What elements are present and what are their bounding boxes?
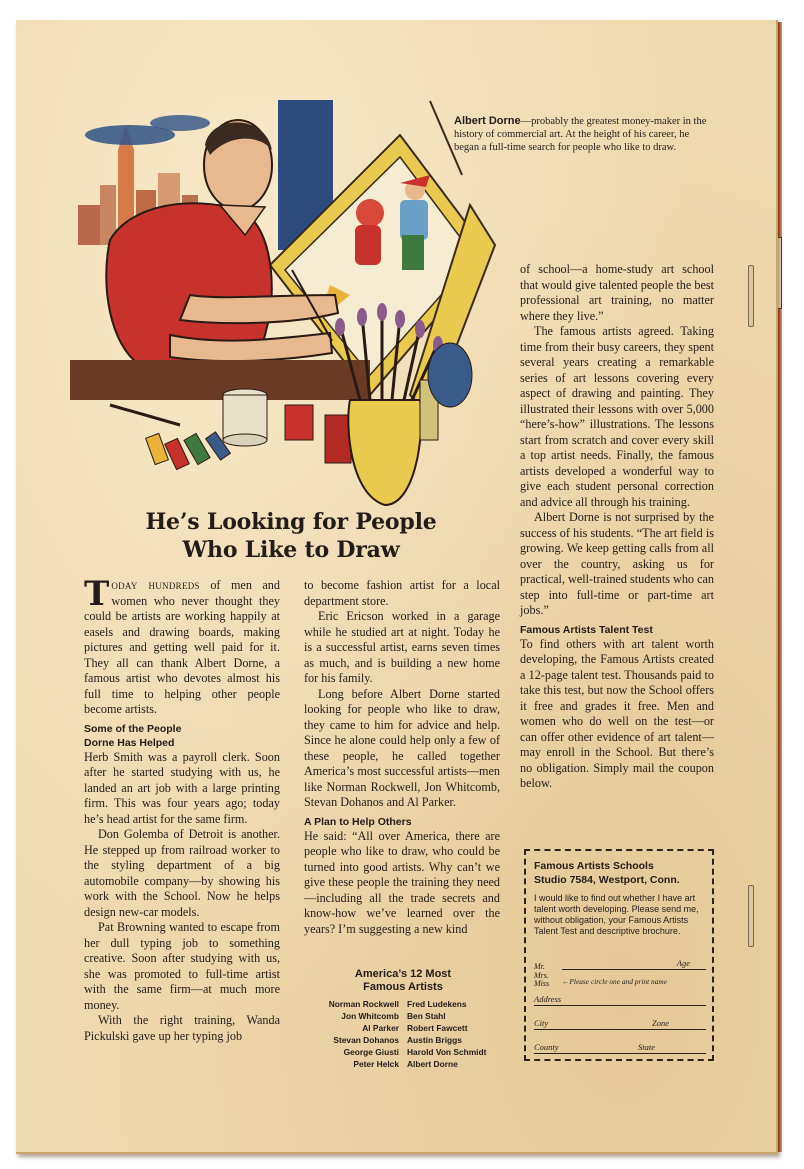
subhead-plan: A Plan to Help Others (304, 815, 412, 828)
honorific-mr[interactable]: Mr. (534, 962, 545, 971)
state-label: State (638, 1042, 655, 1052)
paragraph: Long before Albert Dorne started looking for people who like to draw, they came to him for advice and help. Since he alone could help only a few of these people, he called together America’s most successful artists—men like Norman Rockwell, Jon Whitcomb, Stevan Dohanos and Al Parker. (304, 686, 500, 809)
artist-name: Ben Stahl (407, 1011, 446, 1021)
paragraph: Eric Ericson worked in a garage while he studied art at night. Today he is a successful artist, earns seven times as much, and is building a new home for his family. (304, 609, 500, 685)
intro-paragraph (84, 574, 280, 718)
coupon-body: I would like to find out whether I have art talent worth developing. Please send me, without obligation, your Famous Artists Talent Test and descriptive brochure. (534, 893, 699, 936)
subhead-line-2: Dorne Has Helped (84, 736, 175, 749)
caption-text: —probably the greatest money-maker in the history of commercial art. At the height of his career, he began a full-time search for people who like to draw. (454, 116, 707, 153)
artist-name: Stevan Dohanos (333, 1035, 399, 1045)
circle-note-text: Please circle one and print name (569, 977, 668, 986)
famous-artists-list (302, 968, 504, 1070)
county-label: County (534, 1042, 559, 1052)
artist-name: George Giusti (343, 1047, 399, 1057)
paragraph: Pat Browning wanted to escape from her dull typing job to something creative. Soon after studying with us, she was promoted to full-time artist with the same firm—at much more money. (84, 920, 280, 1012)
zone-label: Zone (652, 1018, 669, 1028)
arrow-left-icon: ← (562, 977, 570, 986)
subhead-people-helped (84, 722, 280, 750)
artist-name: Robert Fawcett (407, 1023, 468, 1033)
artist-name: Jon Whitcomb (341, 1011, 399, 1021)
paragraph: He said: “All over America, there are people who like to draw, who could be turned into good artists. Why can’t we give these people the training they need—including all the trade secrets and know-how we’ve learned over the years? I’m suggesting a new kind (304, 828, 500, 936)
paragraph: Herb Smith was a payroll clerk. Soon after he started studying with us, he landed an art job with a large printing firm. This was four years ago; today he’s head artist for the same firm. (84, 749, 280, 826)
county-state-field[interactable] (534, 1041, 706, 1054)
honorific-options[interactable] (534, 963, 549, 989)
intro-text: of men and women who never thought they could be artists are working happily at easels and drawing boards, making pictures and getting well paid for it. They all can thank Albert Dorne, a famous artist who devotes almost his full time to helping other people become artists. (84, 578, 280, 716)
staple-bottom (748, 885, 754, 947)
artists-grid (302, 998, 504, 1070)
paragraph: of school—a home-study art school that would give talented people the best professional art training, no matter where they live.” (520, 262, 714, 323)
address-label: Address (534, 994, 562, 1004)
paragraph: To find others with art talent worth developing, the Famous Artists created a 12-page talent test. Thousands paid to take this test, but now the School offers it free and grades it free. Men and women who do well on the test—or can offer other evidence of art talent—may enroll in the School. But there’s no obligation. Simply mail the coupon below. (520, 636, 714, 790)
subhead-line-1: Some of the People (84, 722, 182, 735)
address-field[interactable] (534, 993, 706, 1006)
artist-name: Fred Ludekens (407, 999, 467, 1009)
headline-line-2: Who Like to Draw (182, 537, 400, 563)
honorific-mrs[interactable]: Mrs. (534, 970, 549, 980)
artists-title-line-1: America’s 12 Most (354, 968, 452, 980)
city-zone-field[interactable] (534, 1017, 706, 1030)
coupon-title-line-1: Famous Artists Schools (534, 860, 654, 872)
artists-title (302, 968, 504, 994)
circle-note (562, 977, 667, 986)
paragraph: to become fashion artist for a local department store. (304, 578, 500, 608)
name-field[interactable] (562, 957, 706, 970)
artist-name: Harold Von Schmidt (407, 1047, 487, 1057)
artist-name: Peter Helck (353, 1059, 399, 1069)
paragraph: Albert Dorne is not surprised by the success of his students. “The art field is growing. We keep getting calls from all over the country, asking us for practical, well-trained students who can step into full-time or part-time art jobs.” (520, 510, 714, 617)
article-column-2 (304, 578, 500, 937)
drop-cap: T (84, 574, 110, 614)
paragraph: The famous artists agreed. Taking time from their busy careers, they spent several years creating a remarkable series of art lessons covering every aspect of drawing and painting. They illustrated their lessons with over 5,000 “here’s-how” illustrations. The lessons start from scratch and cover every skill a top artist needs. Finally, the famous artists developed a wonderful way to give each student personal correction and advice all through his training. (520, 324, 714, 509)
headline-line-1: He’s Looking for People (145, 509, 437, 535)
illustration-caption (454, 115, 714, 154)
honorific-miss[interactable]: Miss (534, 979, 550, 988)
mail-in-coupon[interactable] (524, 849, 714, 1061)
artists-title-line-2: Famous Artists (363, 981, 443, 993)
artist-name: Austin Briggs (407, 1035, 462, 1045)
coupon-title-line-2: Studio 7584, Westport, Conn. (534, 874, 680, 886)
albert-dorne-illustration (70, 95, 500, 515)
caption-name: Albert Dorne (454, 115, 521, 127)
age-label: Age (676, 958, 690, 968)
paragraph: With the right training, Wanda Pickulski gave up her typing job (84, 1013, 280, 1043)
artist-name: Norman Rockwell (328, 999, 399, 1009)
subhead-talent-test: Famous Artists Talent Test (520, 623, 653, 636)
article-column-1 (84, 574, 280, 1044)
staple-top (748, 265, 754, 327)
artist-name: Albert Dorne (407, 1059, 458, 1069)
city-label: City (534, 1018, 549, 1028)
article-column-3 (520, 262, 714, 792)
headline (96, 508, 486, 564)
lead-smallcaps: oday hundreds (111, 578, 200, 592)
paragraph: Don Golemba of Detroit is another. He stepped up from railroad worker to the styling department of a big automobile company—by showing his work with the School. Now he helps design new-car models. (84, 827, 280, 919)
coupon-title (534, 859, 706, 887)
artist-name: Al Parker (362, 1023, 399, 1033)
